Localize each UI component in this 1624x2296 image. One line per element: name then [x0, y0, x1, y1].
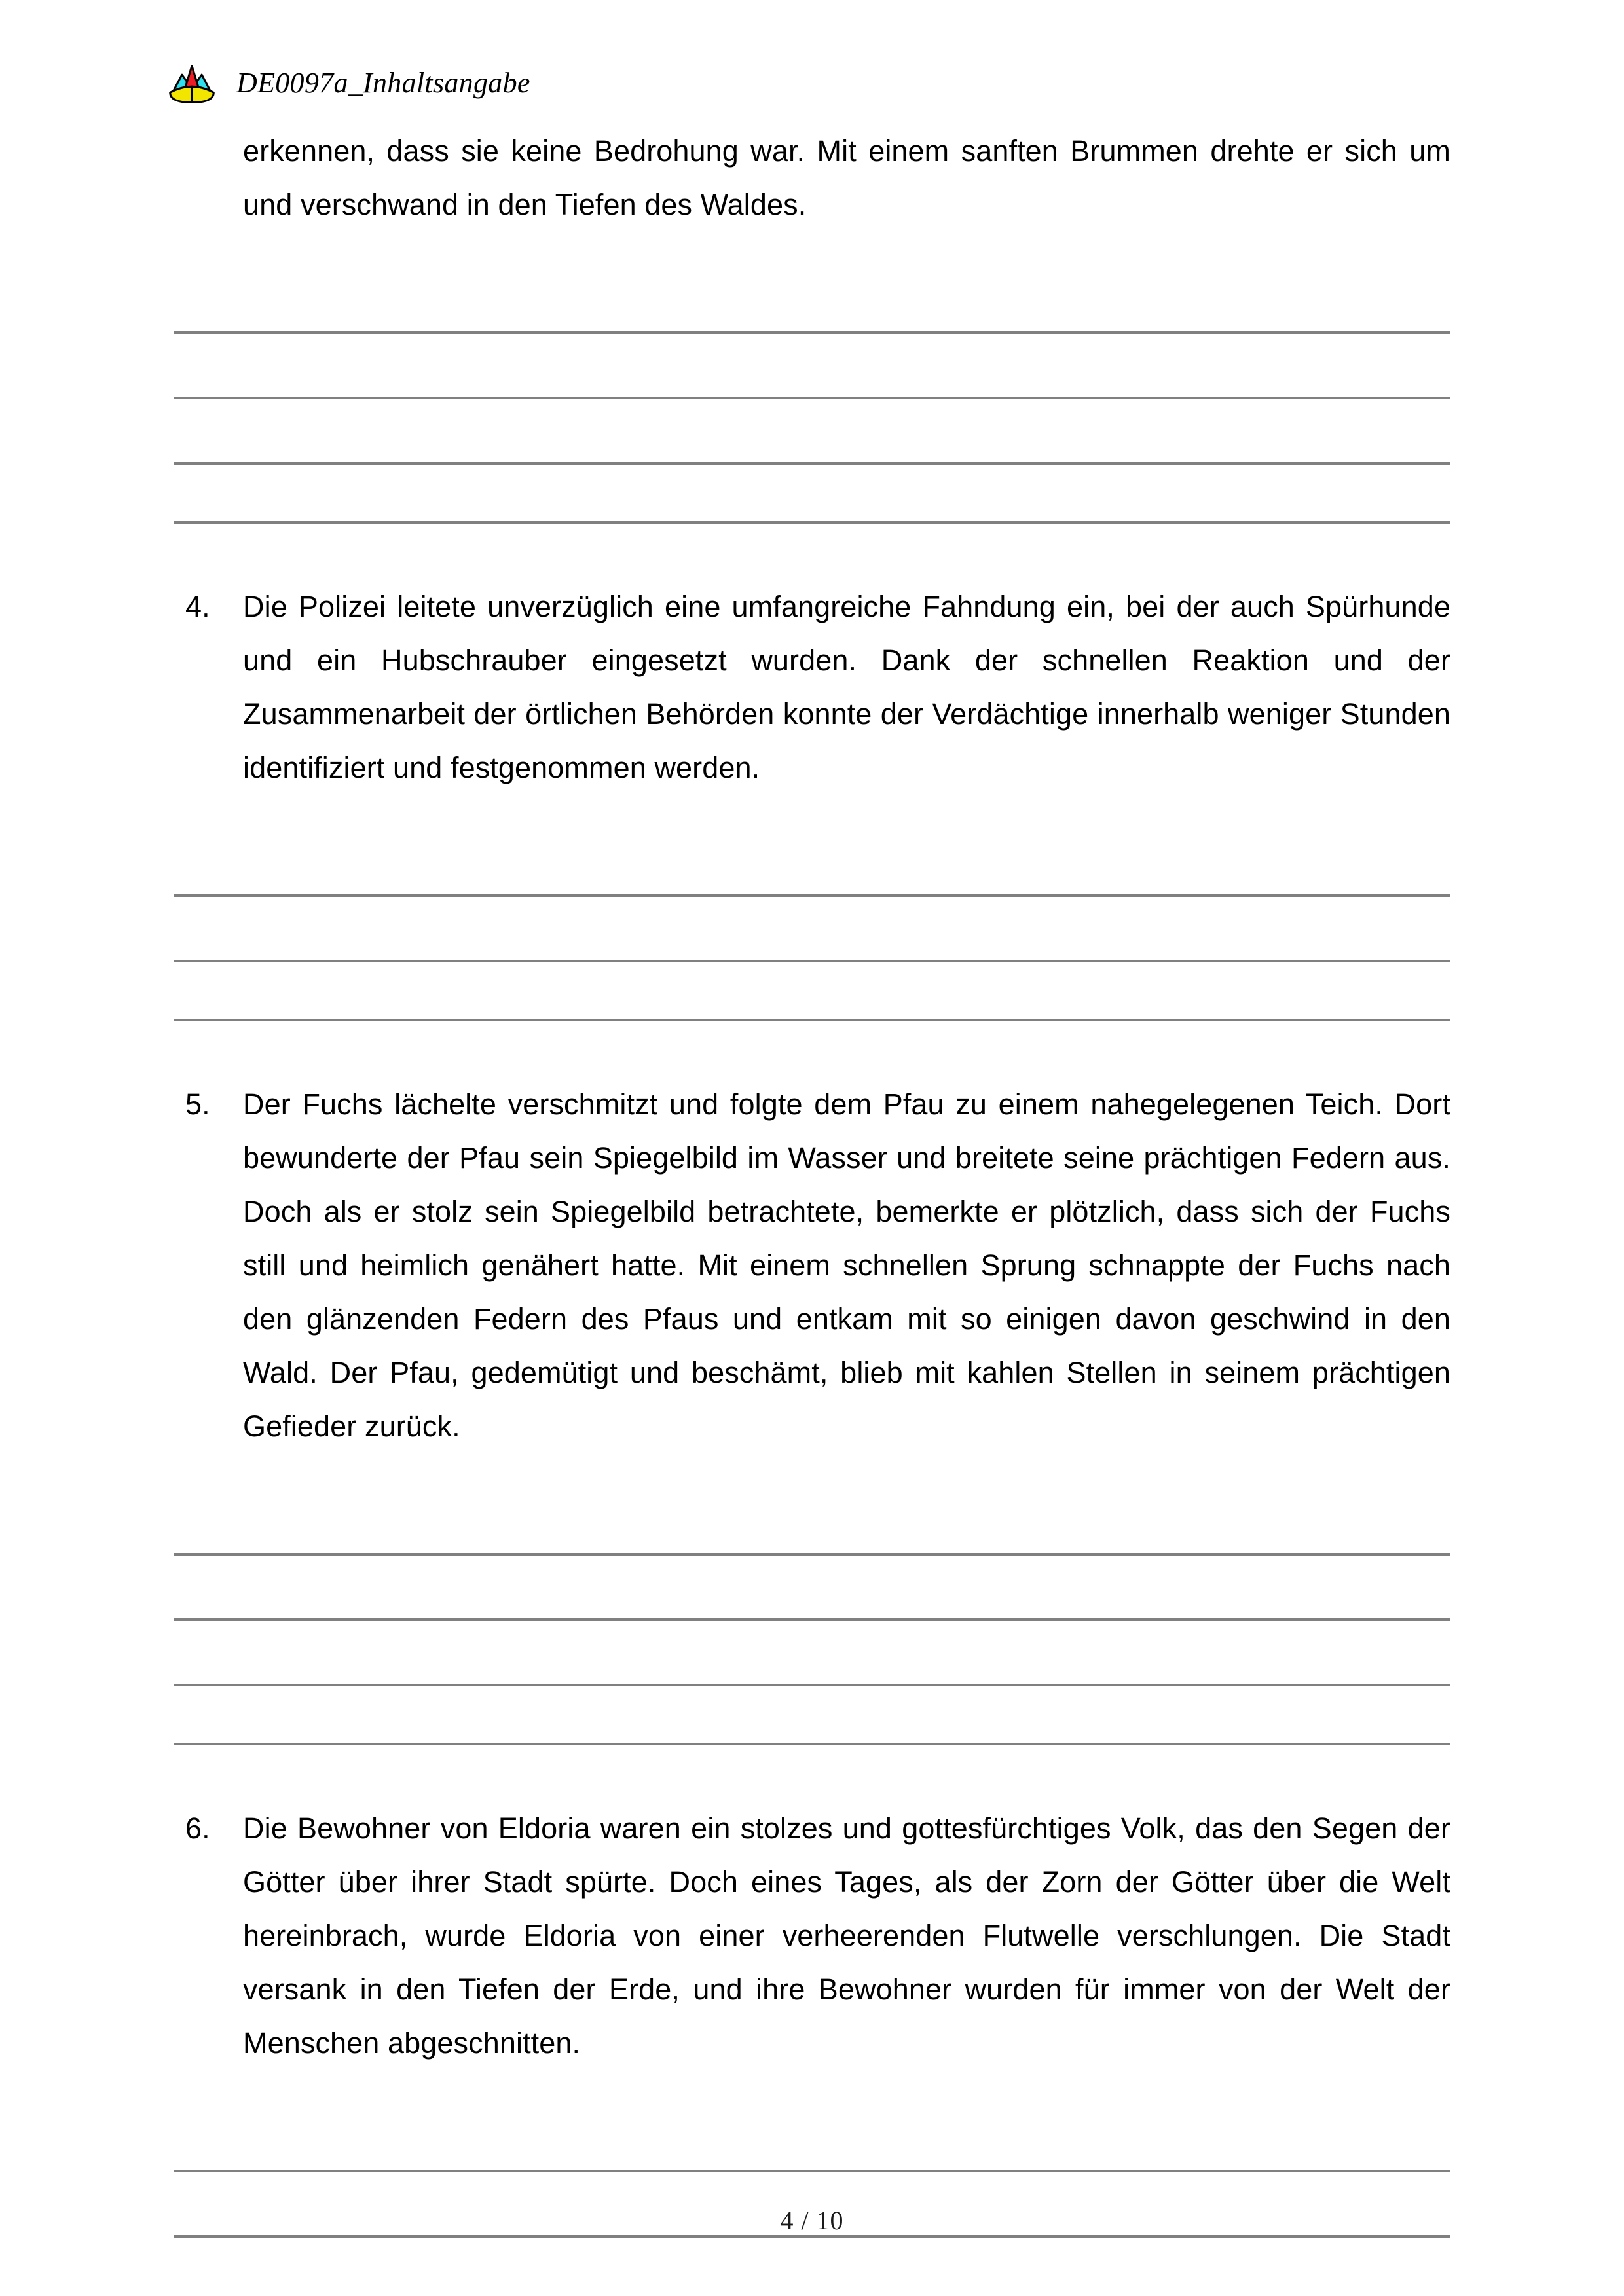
intro-block — [174, 124, 1450, 232]
item-number: 5. — [185, 1087, 210, 1121]
intro-paragraph: erkennen, dass sie keine Bedrohung war. Mit einem sanften Brummen drehte er sich um und verschwand in den Tiefen des Waldes. — [243, 134, 1450, 221]
item-number: 4. — [185, 590, 210, 623]
item-text: Die Polizei leitete unverzüglich eine umfangreiche Fahndung ein, bei der auch Spürhunde und ein Hubschrauber eingesetzt wurden. Dank der schnellen Reaktion und der Zusammenarbeit der örtlichen Behörden konnte der Verdächtige innerhalb weniger Stunden identifiziert und festgenommen werden. — [243, 590, 1450, 784]
page-content — [0, 124, 1624, 2296]
header-inner — [167, 63, 530, 103]
page-header — [0, 0, 1624, 124]
spacer — [0, 232, 1624, 268]
item-text: Der Fuchs lächelte verschmitzt und folgte dem Pfau zu einem nahegelegenen Teich. Dort bewunderte der Pfau sein Spiegelbild im Wasser und breitete seine prächtigen Federn aus. Doch als er stolz sein Spiegelbild betrachtete, bemerkte er plötzlich, dass sich der Fuchs still und heimlich genähert hatte. Mit einem schnellen Sprung schnappte der Fuchs nach den glänzenden Federn des Pfaus und entkam mit so einigen davon geschwind in den Wald. Der Pfau, gedemütigt und beschämt, blieb mit kahlen Stellen in seinem prächtigen Gefieder zurück. — [243, 1087, 1450, 1443]
document-title: DE0097a_Inhaltsangabe — [236, 67, 530, 99]
page-number: 4 / 10 — [780, 2206, 844, 2235]
page-footer — [0, 2205, 1624, 2236]
spacer — [0, 524, 1624, 580]
spacer — [0, 1021, 1624, 1078]
list-item — [174, 1802, 1450, 2070]
answer-lines-item-4 — [174, 831, 1450, 1021]
answer-lines-item-5 — [174, 1490, 1450, 1745]
answer-lines-item-6 — [174, 2107, 1450, 2296]
item-text: Die Bewohner von Eldoria waren ein stolzes und gottesfürchtiges Volk, das den Segen der Götter über ihrer Stadt spürte. Doch eines Tages, als der Zorn der Götter über die Welt hereinbrach, wurde Eldoria von einer verheerenden Flutwelle verschlungen. Die Stadt versank in den Tiefen der Erde, und ihre Bewohner wurden für immer von der Welt der Menschen abgeschnitten. — [243, 1812, 1450, 2060]
spacer — [0, 2070, 1624, 2107]
spacer — [0, 1453, 1624, 1490]
answer-lines-intro — [174, 268, 1450, 524]
item-5 — [174, 1078, 1450, 1453]
spacer — [0, 1745, 1624, 1802]
item-4 — [174, 580, 1450, 795]
list-item — [174, 580, 1450, 795]
spacer — [0, 795, 1624, 831]
nachhilfe-logo-icon — [167, 63, 217, 103]
item-6 — [174, 1802, 1450, 2070]
list-item — [174, 1078, 1450, 1453]
item-number: 6. — [185, 1812, 210, 1845]
